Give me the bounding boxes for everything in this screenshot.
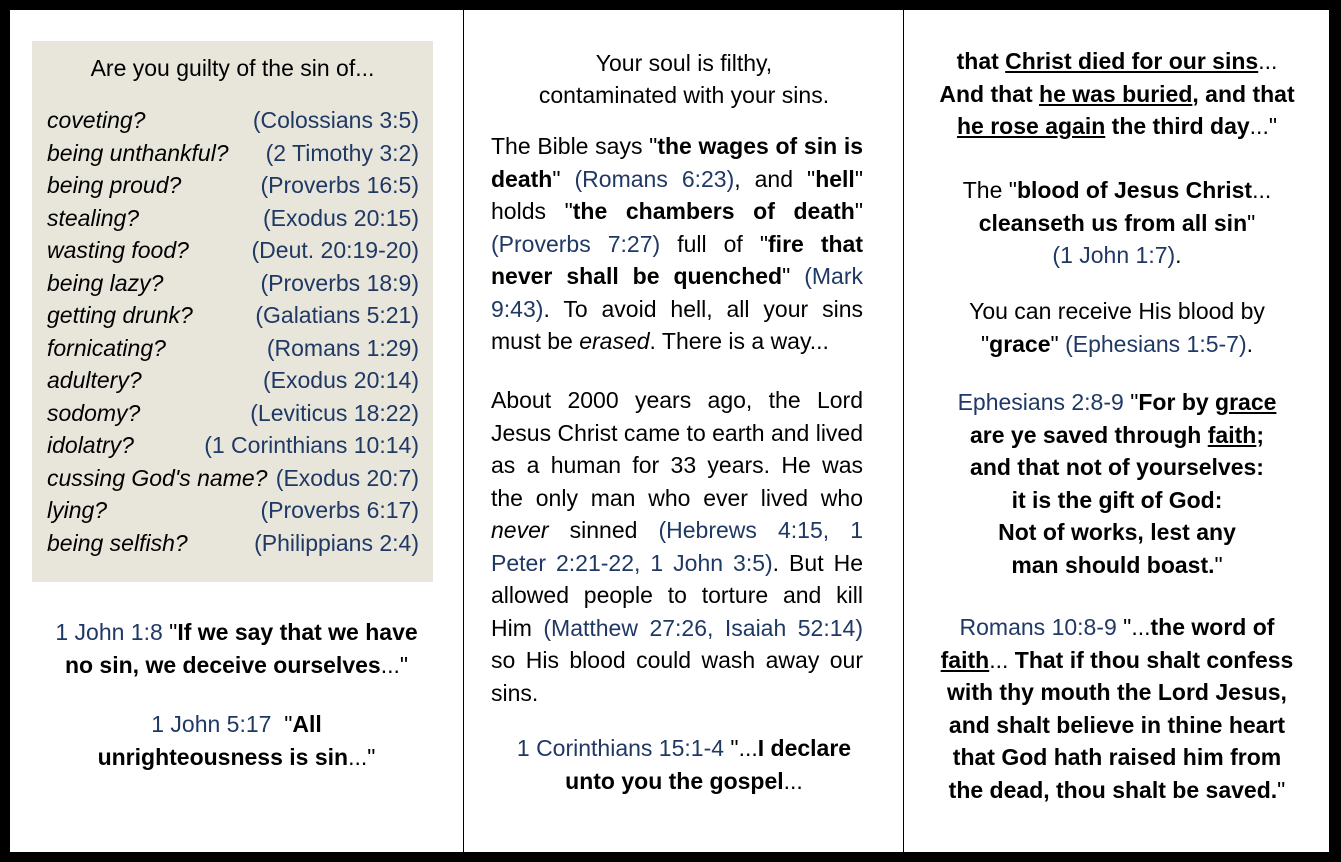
verse-romans-10-8 [904, 611, 1330, 806]
receive-by-grace [904, 295, 1330, 360]
verse-1john-5-17 [10, 708, 463, 773]
verse-ref: 1 John 5:17 [151, 711, 272, 737]
sin-row [47, 169, 419, 202]
bold-text: cleanseth us from all sin [978, 209, 1248, 236]
verse-1cor-15 [464, 732, 904, 797]
bold-text: and shalt believe in thine heart [948, 711, 1286, 738]
bold-text: man should boast. [1011, 551, 1215, 578]
sin-question: lying? [47, 497, 108, 523]
text: ... [1252, 177, 1272, 203]
verse-1john-1-8 [10, 616, 463, 681]
panel-right [903, 10, 1329, 852]
sin-question: being selfish? [47, 529, 188, 556]
text: . [1175, 242, 1182, 268]
text: full of " [660, 230, 769, 257]
quote-close: ... [783, 767, 803, 794]
sin-question: idolatry? [47, 432, 134, 458]
panel-left [10, 10, 463, 852]
bold-text: it is the gift of God: [1011, 486, 1223, 513]
sin-verse-ref: (Exodus 20:7) [275, 464, 419, 491]
text: ... [1258, 48, 1278, 74]
sin-row [47, 462, 419, 495]
sin-list-title: Are you guilty of the sin of... [90, 55, 375, 81]
bold-text: that [956, 48, 1006, 74]
sin-question: wasting food? [47, 237, 189, 263]
gospel-continued [904, 45, 1330, 143]
bold-text: , and that [1192, 80, 1295, 107]
verse-ref: (1 John 1:7) [1052, 242, 1176, 268]
bold-text: For by [1138, 389, 1216, 415]
quote-open: " [284, 711, 293, 737]
sin-question: coveting? [47, 107, 146, 133]
verse-ref: (Romans 6:23) [574, 165, 735, 192]
sin-question: fornicating? [47, 334, 166, 361]
bold-text: are ye saved through [970, 421, 1208, 448]
bold-text: and that not of yourselves: [970, 454, 1264, 480]
text: . But He allowed people to torture and kill Him [491, 549, 863, 641]
verse-ref: 1 Corinthians 15:1-4 [516, 735, 725, 761]
sin-row [47, 202, 419, 235]
underlined-text: faith [940, 646, 990, 673]
blood-of-christ [904, 174, 1330, 272]
sin-row [47, 527, 419, 560]
text: " [980, 330, 990, 357]
verse-ref: Ephesians 2:8-9 [957, 389, 1124, 415]
bold-text: hell [815, 165, 855, 192]
text: ..." [1249, 113, 1278, 139]
sin-question: stealing? [47, 204, 140, 231]
paragraph-jesus-came [491, 384, 863, 709]
sin-question: being unthankful? [47, 139, 229, 166]
sin-row [47, 494, 419, 527]
underlined-text: he rose again [956, 113, 1106, 139]
sin-question: being lazy? [47, 269, 164, 296]
bold-text: And that [939, 80, 1040, 107]
underlined-text: faith [1207, 421, 1257, 448]
text: " [854, 198, 863, 224]
sin-verse-ref: (Proverbs 18:9) [260, 269, 419, 296]
text: . To avoid hell, all your sins must be [491, 295, 863, 354]
sin-row [47, 137, 419, 170]
text: " [1277, 776, 1286, 803]
sin-row [47, 397, 419, 430]
sin-row [47, 364, 419, 397]
sin-verse-ref: (Romans 1:29) [266, 334, 419, 361]
text: ... [989, 646, 1009, 673]
text: The Bible says " [491, 133, 658, 159]
text: " [782, 263, 805, 289]
sin-verse-ref: (Exodus 20:15) [263, 204, 419, 231]
text: " [1123, 389, 1139, 415]
sin-verse-ref: (Leviticus 18:22) [250, 399, 419, 426]
sin-question: cussing God's name? [47, 464, 268, 491]
quote-open: "... [724, 735, 758, 761]
paragraph-wages-of-sin [491, 130, 863, 358]
text: " holds " [491, 165, 863, 224]
verse-ephesians-2-8 [904, 386, 1330, 581]
sin-question: sodomy? [47, 399, 141, 426]
verse-ref: (Hebrews 4:15, 1 Peter 2:21-22, 1 John 3:5) [491, 517, 863, 576]
text: " [552, 165, 575, 192]
sin-question: getting drunk? [47, 302, 193, 328]
verse-ref: 1 John 1:8 [55, 619, 163, 645]
sin-verse-ref: (Proverbs 6:17) [260, 497, 419, 523]
text: The " [962, 177, 1017, 203]
sin-verse-ref: (Colossians 3:5) [252, 107, 419, 133]
quote-close: ..." [348, 743, 376, 770]
sin-row [47, 429, 419, 462]
verse-ref: (Ephesians 1:5-7) [1065, 330, 1247, 357]
sin-verse-ref: (Proverbs 16:5) [260, 172, 419, 198]
sin-list-box [32, 41, 433, 582]
bold-text: the word of [1150, 614, 1275, 640]
bold-text: ; [1256, 421, 1264, 448]
heading-line: Your soul is filthy, [595, 50, 773, 76]
bold-text: That if thou shalt confess [1008, 646, 1294, 673]
quote-close: ..." [380, 651, 409, 678]
sin-row [47, 267, 419, 300]
text: " [1050, 330, 1066, 357]
sin-verse-ref: (Exodus 20:14) [263, 367, 419, 393]
text: " [1247, 209, 1256, 236]
italic-text: never [491, 517, 549, 543]
bold-text: the chambers of death [572, 198, 855, 224]
bold-text: Not of works, lest any [998, 519, 1236, 545]
bold-text: the third day [1105, 113, 1250, 139]
sin-verse-ref: (1 Corinthians 10:14) [204, 432, 419, 458]
text: , and " [734, 165, 816, 192]
bold-text: grace [989, 330, 1051, 357]
panel-heading [464, 47, 904, 111]
verse-ref: (Matthew 27:26, Isaiah 52:14) [543, 614, 863, 641]
tract-page [10, 10, 1329, 852]
sin-list [32, 104, 433, 559]
sin-row [47, 332, 419, 365]
sin-verse-ref: (Galatians 5:21) [255, 302, 419, 328]
text: About 2000 years ago, the Lord Jesus Christ came to earth and lived as a human for 33 years. He was the only man who ever lived who [491, 387, 864, 511]
sin-row [47, 299, 419, 332]
verse-text: I declare [757, 735, 852, 761]
verse-text: unto you the gospel [565, 767, 784, 794]
text: sinned [548, 517, 659, 543]
verse-text: All [292, 711, 322, 737]
heading-line: contaminated with your sins. [538, 82, 830, 108]
verse-text: no sin, we deceive ourselves [64, 651, 381, 678]
verse-text: If we say that we have [177, 619, 418, 645]
text: . [1246, 330, 1254, 357]
underlined-text: grace [1215, 389, 1277, 415]
sin-row [47, 104, 419, 137]
text: so His blood could wash away our sins. [491, 647, 863, 706]
sin-verse-ref: (Deut. 20:19-20) [251, 237, 419, 263]
sin-verse-ref: (2 Timothy 3:2) [265, 139, 419, 166]
text: "... [1116, 614, 1151, 640]
bold-text: the dead, thou shalt be saved. [948, 776, 1278, 803]
sin-verse-ref: (Philippians 2:4) [254, 529, 419, 556]
underlined-text: he was buried [1039, 80, 1193, 107]
verse-ref: (Mark 9:43) [491, 263, 864, 322]
bold-text: fire that never shall be quenched [491, 230, 864, 289]
bold-text: the wages of sin is death [491, 133, 864, 192]
sin-question: adultery? [47, 367, 142, 393]
panel-middle [463, 10, 903, 852]
underlined-text: Christ died for our sins [1005, 48, 1259, 74]
sin-row [47, 234, 419, 267]
italic-text: erased [579, 328, 650, 354]
text: . There is a way... [649, 328, 829, 354]
verse-ref: Romans 10:8-9 [959, 614, 1117, 640]
bold-text: with thy mouth the Lord Jesus, [947, 679, 1287, 705]
text: You can receive His blood by [969, 298, 1265, 324]
text: " [1214, 551, 1223, 578]
bold-text: blood of Jesus Christ [1016, 177, 1253, 203]
verse-text: unrighteousness is sin [97, 743, 349, 770]
sin-question: being proud? [47, 172, 182, 198]
verse-ref: (Proverbs 7:27) [491, 230, 661, 257]
bold-text: that God hath raised him from [952, 744, 1282, 770]
quote-open: " [169, 619, 178, 645]
